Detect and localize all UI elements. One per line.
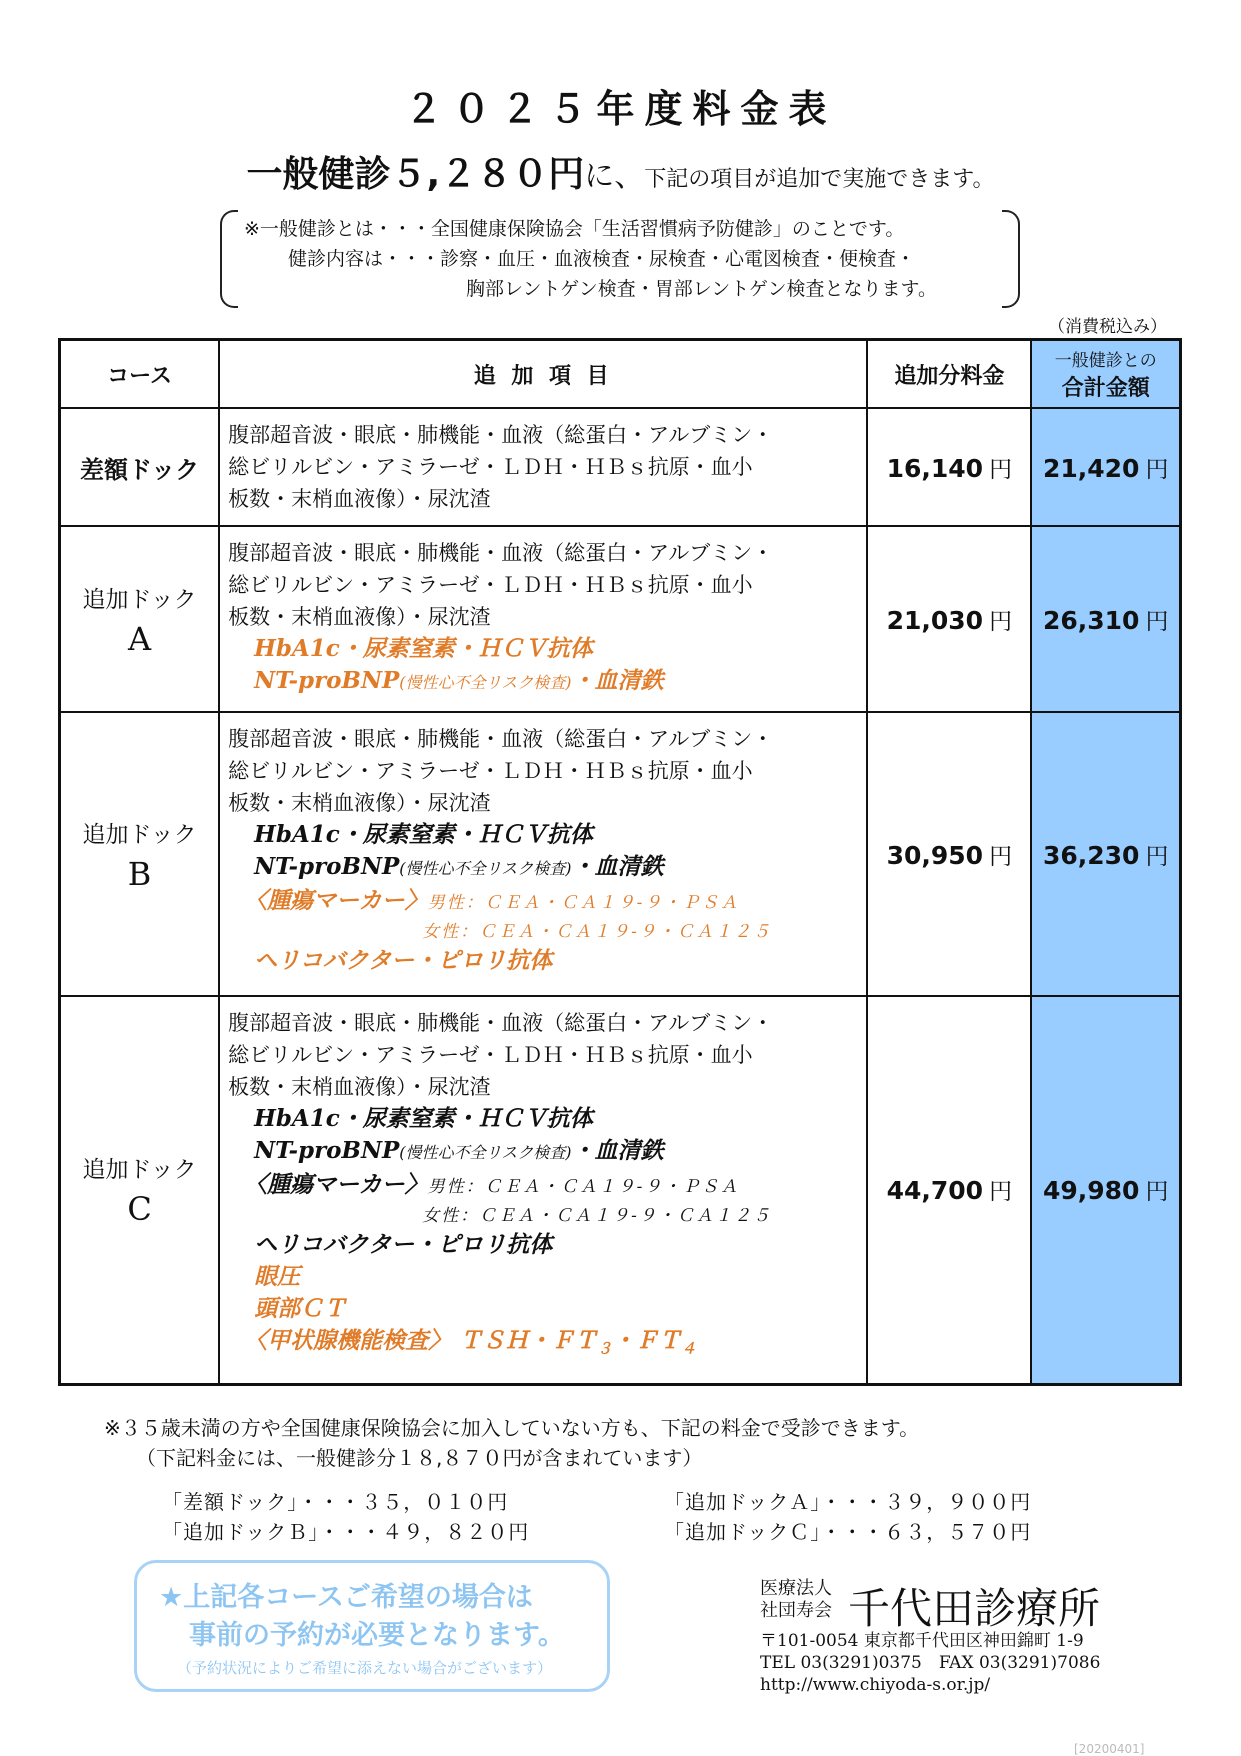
price-dock-c: 「追加ドックＣ」・・・６３，５７０円 <box>664 1520 1032 1544</box>
additional-fee <box>867 712 1031 996</box>
extra-tumor-markers <box>228 885 858 919</box>
subscript-4: ４ <box>681 1339 697 1358</box>
course-label: 追加ドック <box>82 586 197 613</box>
note-line-3: 胸部レントゲン検査・胃部レントゲン検査となります。 <box>466 278 938 300</box>
bracket-right <box>1002 210 1020 308</box>
table-row <box>60 408 1181 526</box>
serum-iron-label: ・血清鉄 <box>571 1137 664 1164</box>
yen-unit: 円 <box>1145 1179 1169 1206</box>
yen-unit: 円 <box>989 608 1013 635</box>
header-fee: 追加分料金 <box>867 340 1031 409</box>
total-fee <box>1031 996 1180 1384</box>
clinic-type-2: 社団寿会 <box>760 1600 832 1621</box>
yen-unit: 円 <box>1145 608 1169 635</box>
total-value: 49,980 <box>1042 1176 1140 1206</box>
price-sagaku: 「差額ドック」・・・３５，０１０円 <box>162 1490 509 1514</box>
course-items <box>219 526 867 712</box>
additional-fee <box>867 996 1031 1384</box>
fee-value: 30,950 <box>886 840 984 870</box>
additional-fee <box>867 408 1031 526</box>
course-name <box>60 526 220 712</box>
fee-table <box>58 338 1182 1386</box>
clinic-address: 〒101-0054 東京都千代田区神田錦町 1-9 <box>760 1631 1084 1651</box>
ntprobnp-note: (慢性心不全リスク検査) <box>399 1143 572 1162</box>
base-items-line: 総ビリルビン・アミラーゼ・ＬＤＨ・ＨＢｓ抗原・血小 <box>228 759 753 783</box>
clinic-corporation <box>760 1578 832 1622</box>
total-value: 36,230 <box>1042 840 1140 870</box>
base-items-line: 板数・末梢血液像）・尿沈渣 <box>228 1075 491 1099</box>
base-items-line: 総ビリルビン・アミラーゼ・ＬＤＨ・ＨＢｓ抗原・血小 <box>228 573 753 597</box>
base-items-line: 腹部超音波・眼底・肺機能・血液（総蛋白・アルブミン・ <box>228 727 774 751</box>
tumor-marker-label: 〈腫瘍マーカー〉 <box>244 887 428 914</box>
course-name <box>60 712 220 996</box>
base-items-line: 板数・末梢血液像）・尿沈渣 <box>228 791 491 815</box>
table-row <box>60 526 1181 712</box>
base-items-line: 板数・末梢血液像）・尿沈渣 <box>228 487 491 511</box>
total-value: 26,310 <box>1042 605 1140 635</box>
header-total <box>1031 340 1180 409</box>
total-fee <box>1031 526 1180 712</box>
base-items-line: 腹部超音波・眼底・肺機能・血液（総蛋白・アルブミン・ <box>228 423 774 447</box>
ntprobnp-label: NT-proBNP <box>254 1137 400 1164</box>
extra-hba1c: HbA1c・尿素窒素・ＨＣＶ抗体 <box>254 821 593 848</box>
base-items-line: 腹部超音波・眼底・肺機能・血液（総蛋白・アルブミン・ <box>228 541 774 565</box>
fee-value: 16,140 <box>886 453 984 483</box>
tumor-marker-female: 女性：ＣＥＡ・ＣＡ１９-９・ＣＡ１２５ <box>422 922 772 942</box>
header-total-bottom: 合計金額 <box>1061 376 1150 401</box>
subtitle-base-price: 一般健診５,２８０円 <box>246 154 585 195</box>
yen-unit: 円 <box>989 456 1013 483</box>
additional-fee <box>867 526 1031 712</box>
price-dock-a: 「追加ドックＡ」・・・３９，９００円 <box>664 1490 1032 1514</box>
clinic-name: 千代田診療所 <box>848 1584 1101 1633</box>
note-line-1: ※一般健診とは・・・全国健康保険協会「生活習慣病予防健診」のことです。 <box>244 218 905 240</box>
page-title: ２０２５年度料金表 <box>404 87 837 131</box>
thyroid-label: 〈甲状腺機能検査〉 <box>244 1327 452 1354</box>
table-row <box>60 996 1181 1384</box>
base-items-line: 総ビリルビン・アミラーゼ・ＬＤＨ・ＨＢｓ抗原・血小 <box>228 455 753 479</box>
tumor-marker-female: 女性：ＣＥＡ・ＣＡ１９-９・ＣＡ１２５ <box>422 1206 772 1226</box>
fee-value: 44,700 <box>886 1176 984 1206</box>
bracket-left <box>220 210 238 308</box>
ntprobnp-label: NT-proBNP <box>254 853 400 880</box>
clinic-contact <box>760 1630 1100 1696</box>
ntprobnp-label: NT-proBNP <box>254 667 400 694</box>
tumor-marker-male: 男性：ＣＥＡ・ＣＡ１９-９・ＰＳＡ <box>427 893 740 913</box>
extra-tumor-markers <box>228 1169 858 1203</box>
subtitle-rest: 下記の項目が追加で実施できます。 <box>644 167 995 192</box>
course-letter: B <box>127 854 152 893</box>
tumor-marker-label: 〈腫瘍マーカー〉 <box>244 1171 428 1198</box>
table-row <box>60 712 1181 996</box>
clinic-tel-fax: TEL 03(3291)0375 FAX 03(3291)7086 <box>760 1653 1101 1673</box>
extra-pylori: ヘリコバクター・ピロリ抗体 <box>254 1231 553 1258</box>
course-letter: C <box>127 1190 152 1229</box>
total-value: 21,420 <box>1042 453 1140 483</box>
yen-unit: 円 <box>989 843 1013 870</box>
subscript-3: ３ <box>597 1339 613 1358</box>
table-header-row <box>60 340 1181 409</box>
yen-unit: 円 <box>989 1179 1013 1206</box>
thyroid-tsh: ＴＳＨ・ＦＴ <box>459 1327 598 1354</box>
base-items-line: 総ビリルビン・アミラーゼ・ＬＤＨ・ＨＢｓ抗原・血小 <box>228 1043 753 1067</box>
clinic-url[interactable]: http://www.chiyoda-s.or.jp/ <box>760 1675 991 1695</box>
fee-value: 21,030 <box>886 605 984 635</box>
tax-note: （消費税込み） <box>1048 317 1167 337</box>
extra-hba1c: HbA1c・尿素窒素・ＨＣＶ抗体 <box>254 635 593 662</box>
note-line-2: 健診内容は・・・診察・血圧・血液検査・尿検査・心電図検査・便検査・ <box>288 248 916 270</box>
header-total-top: 一般健診との <box>1054 351 1157 371</box>
base-items-line: 腹部超音波・眼底・肺機能・血液（総蛋白・アルブミン・ <box>228 1011 774 1035</box>
total-fee <box>1031 712 1180 996</box>
extra-ntprobnp <box>228 1135 858 1169</box>
course-items <box>219 712 867 996</box>
ntprobnp-note: (慢性心不全リスク検査) <box>399 859 572 878</box>
price-dock-b: 「追加ドックＢ」・・・４９，８２０円 <box>162 1520 530 1544</box>
clinic-type-1: 医療法人 <box>760 1578 832 1599</box>
course-label: 追加ドック <box>82 1157 197 1184</box>
course-items <box>219 996 867 1384</box>
extra-thyroid <box>228 1325 858 1365</box>
serum-iron-label: ・血清鉄 <box>571 667 664 694</box>
tumor-marker-male: 男性：ＣＥＡ・ＣＡ１９-９・ＰＳＡ <box>427 1177 740 1197</box>
reservation-line-3: （予約状況によりご希望に添えない場合がございます） <box>177 1659 553 1677</box>
extra-ntprobnp <box>228 851 858 885</box>
reservation-line-1: ★上記各コースご希望の場合は <box>159 1582 533 1613</box>
extra-iop: 眼圧 <box>254 1263 301 1290</box>
course-letter: A <box>128 619 152 658</box>
course-name: 差額ドック <box>60 408 220 526</box>
subtitle <box>0 146 1241 197</box>
reservation-line-2: 事前の予約が必要となります。 <box>189 1620 565 1651</box>
course-name <box>60 996 220 1384</box>
header-course: コース <box>60 340 220 409</box>
document-code: [20200401] <box>1074 1742 1145 1756</box>
base-items-line: 板数・末梢血液像）・尿沈渣 <box>228 605 491 629</box>
extra-pylori: ヘリコバクター・ピロリ抗体 <box>254 947 553 974</box>
header-items: 追 加 項 目 <box>219 340 867 409</box>
extra-head-ct: 頭部ＣＴ <box>254 1295 347 1322</box>
footer-note-1: ※３５歳未満の方や全国健康保険協会に加入していない方も、下記の料金で受診できます。 <box>104 1416 920 1440</box>
footer-note-2: （下記料金には、一般健診分１８,８７０円が含まれています） <box>136 1446 703 1470</box>
serum-iron-label: ・血清鉄 <box>571 853 664 880</box>
course-items <box>219 408 867 526</box>
yen-unit: 円 <box>1145 456 1169 483</box>
reservation-notice <box>134 1560 610 1692</box>
thyroid-ft: ・ＦＴ <box>612 1327 682 1354</box>
ntprobnp-note: (慢性心不全リスク検査) <box>399 673 572 692</box>
extra-ntprobnp <box>228 665 858 699</box>
subtitle-particle: に、 <box>584 159 645 194</box>
extra-hba1c: HbA1c・尿素窒素・ＨＣＶ抗体 <box>254 1105 593 1132</box>
yen-unit: 円 <box>1145 843 1169 870</box>
total-fee <box>1031 408 1180 526</box>
general-checkup-note <box>220 210 1020 306</box>
course-label: 追加ドック <box>82 821 197 848</box>
